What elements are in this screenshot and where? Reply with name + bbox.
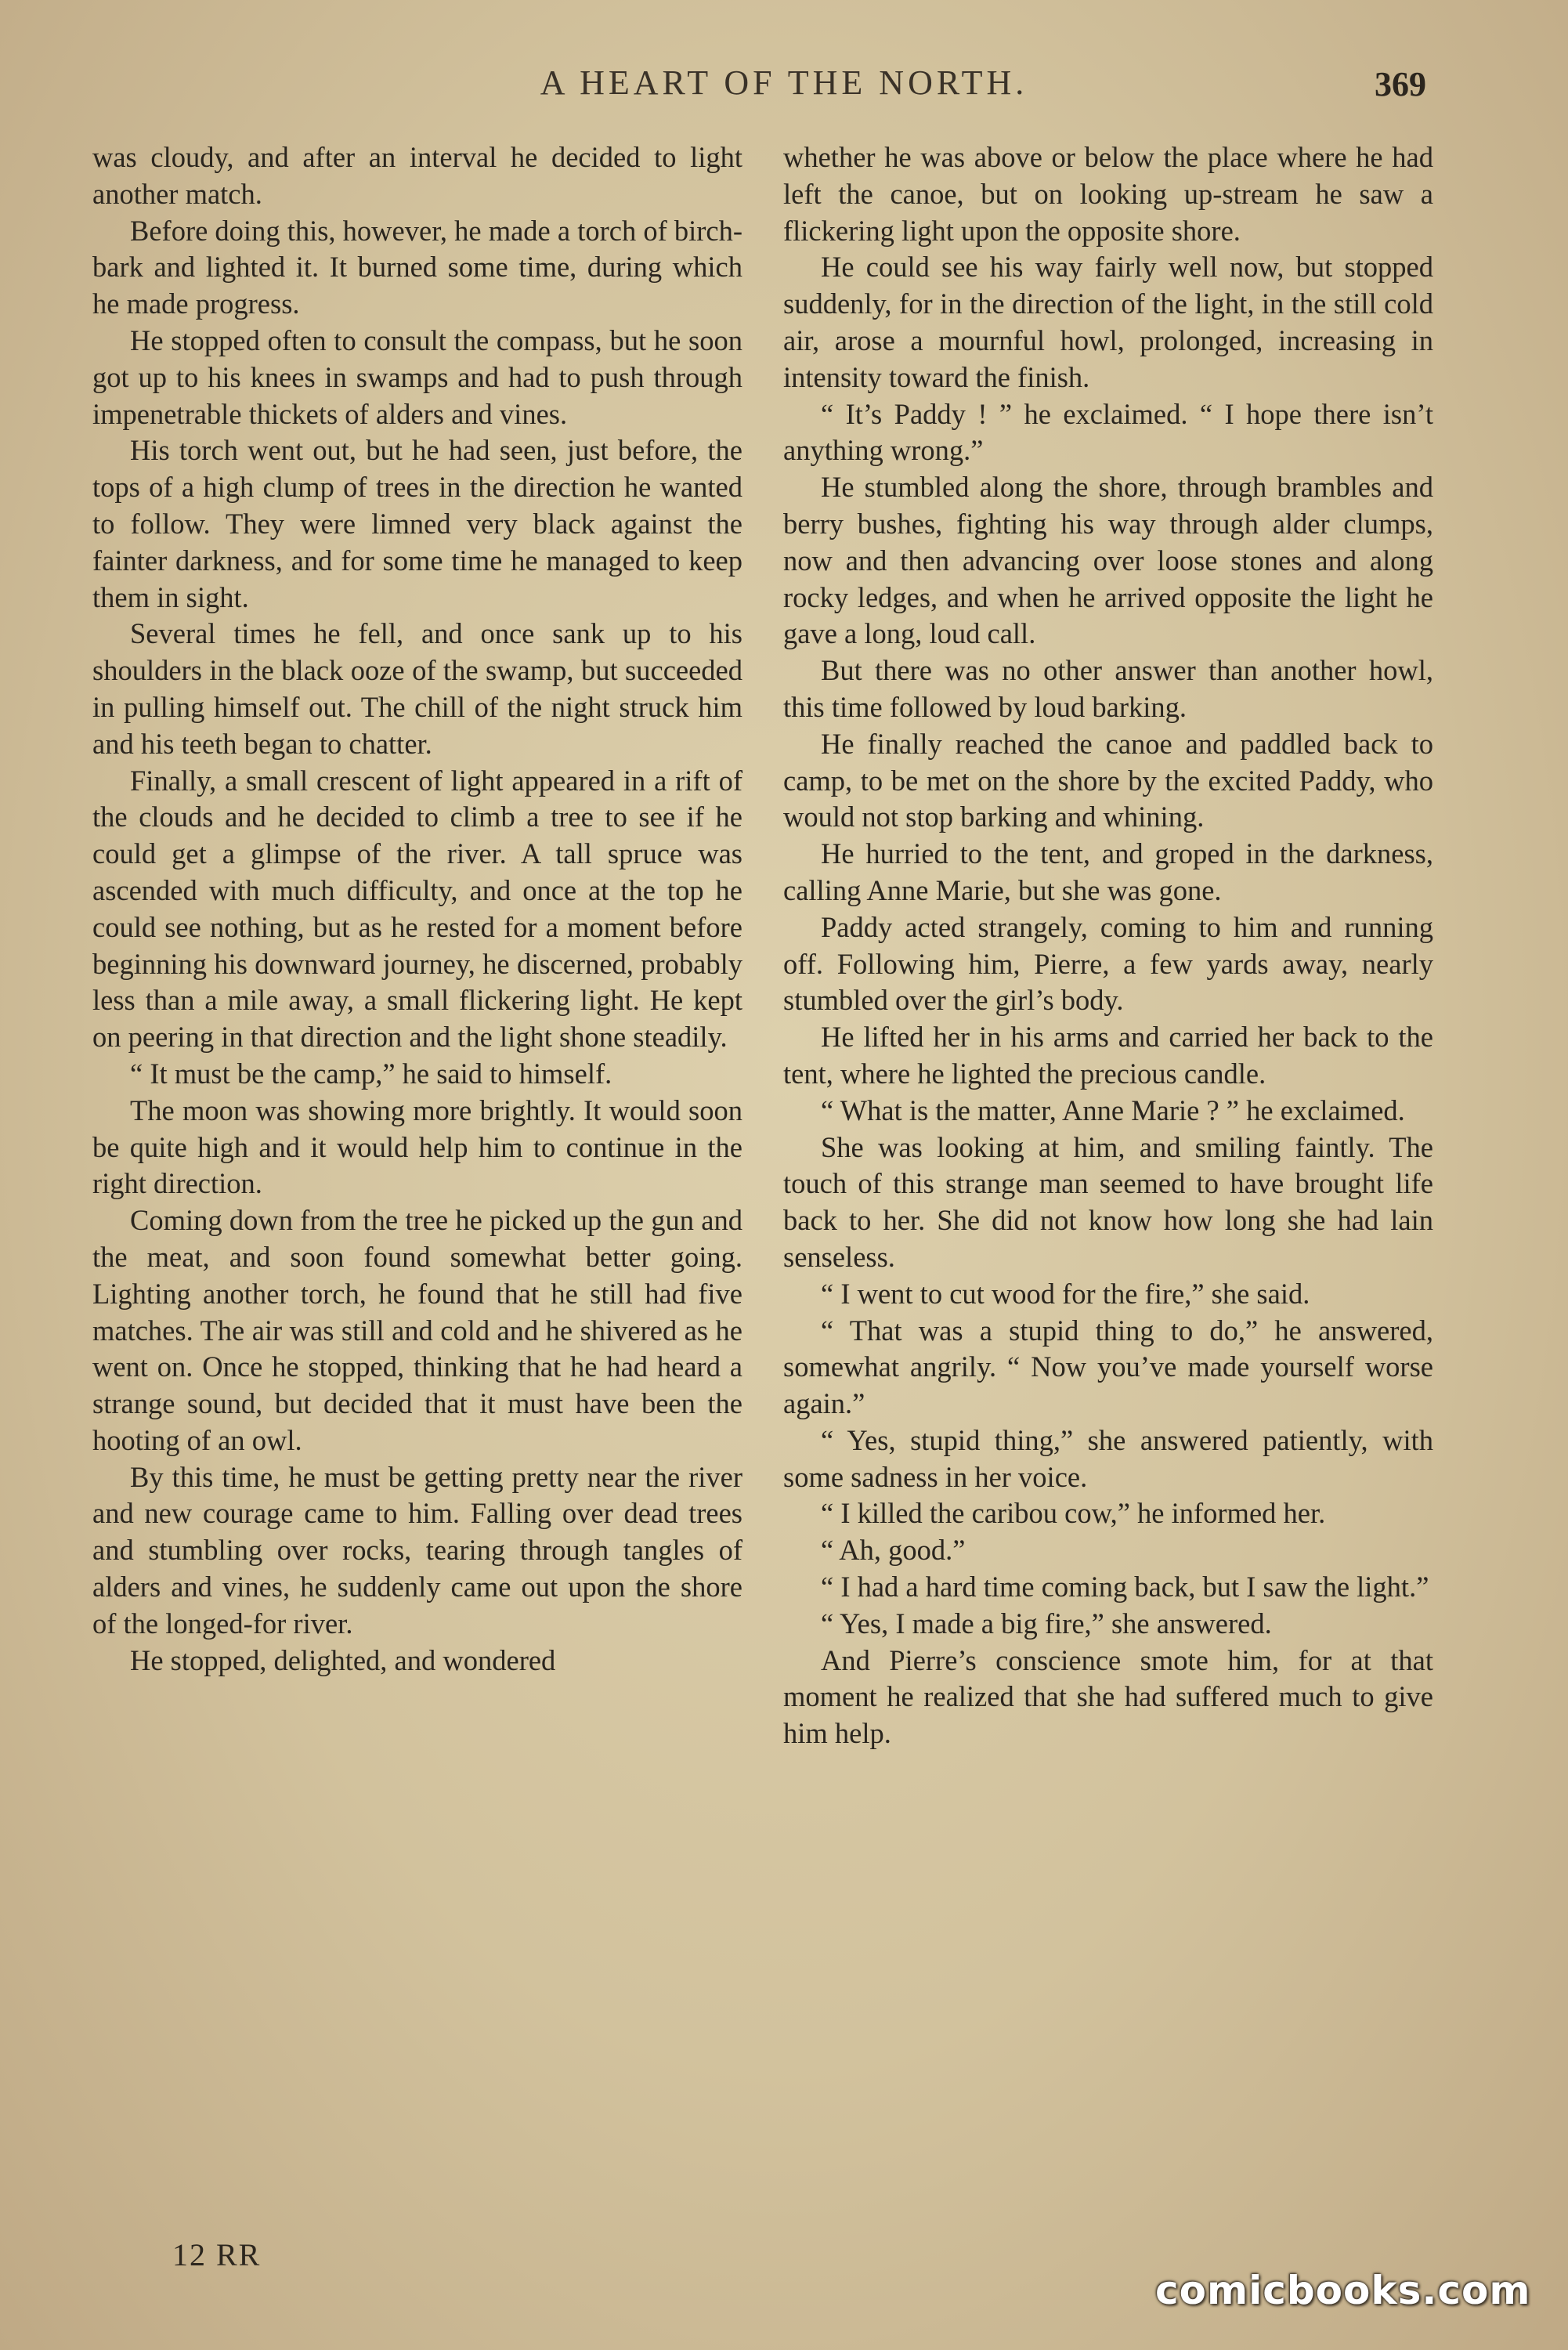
paragraph: “ That was a stupid thing to do,” he answered, somewhat angrily. “ Now you’ve made yourself worse again.”: [783, 1314, 1433, 1420]
paragraph: “ What is the matter, Anne Marie ? ” he exclaimed.: [821, 1094, 1405, 1126]
paragraph: He lifted her in his arms and carried her back to the tent, where he lighted the precious candle.: [783, 1021, 1433, 1090]
paragraph: Several times he fell, and once sank up to his shoulders in the black ooze of the swamp, but succeeded in pulling himself out. The chill of the night struck him and his teeth began to chatter.: [92, 617, 742, 760]
paragraph: He could see his way fairly well now, but stopped suddenly, for in the direction of the light, in the still cold air, arose a mournful howl, prolonged, increasing in intensity toward the finish.: [783, 251, 1433, 393]
paragraph: “ I killed the caribou cow,” he informed her.: [821, 1497, 1326, 1530]
paragraph: By this time, he must be getting pretty near the river and new courage came to him. Falling over dead trees and stumbling over rocks, tearing through tangles of alders and vines, he suddenly came out upon the shore of the longed-for river.: [92, 1460, 742, 1640]
printer-signature-mark: 12 RR: [172, 2237, 262, 2272]
paragraph: He stopped, delighted, and wondered: [130, 1643, 556, 1676]
running-head: A HEART OF THE NORTH.: [540, 63, 1028, 102]
paragraph: was cloudy, and after an interval he decided to light another match.: [92, 141, 742, 210]
paragraph: But there was no other answer than another howl, this time followed by loud barking.: [783, 654, 1433, 723]
paragraph: He stumbled along the shore, through brambles and berry bushes, fighting his way through alder clumps, now and then advancing over loose stones and along rocky ledges, and when he arrived opposite the light he gave a long, loud call.: [783, 471, 1433, 650]
paragraph: And Pierre’s conscience smote him, for at that moment he realized that she had suffered much to give him help.: [783, 1643, 1433, 1750]
paragraph: Finally, a small crescent of light appeared in a rift of the clouds and he decided to climb a tree to see if he could get a glimpse of the river. A tall spruce was ascended with much difficulty, and once at the top he could see nothing, but as he rested for a moment before beginning his downward journey, he discerned, probably less than a mile away, a small flickering light. He kept on peering in that direction and the light shone steadily.: [92, 764, 742, 1054]
paragraph: “ Yes, stupid thing,” she answered patiently, with some sadness in her voice.: [783, 1423, 1433, 1493]
paragraph: He stopped often to consult the compass, but he soon got up to his knees in swamps and had to push through impenetrable thickets of alders and vines.: [92, 324, 742, 430]
paragraph: whether he was above or below the place where he had left the canoe, but on looking up-stream he saw a flickering light upon the opposite shore.: [783, 141, 1433, 247]
paragraph: He finally reached the canoe and paddled back to camp, to be met on the shore by the excited Paddy, who would not stop barking and whining.: [783, 727, 1433, 833]
paragraph: “ Ah, good.”: [821, 1534, 966, 1567]
text-column-left: [92, 139, 742, 1679]
paragraph: “ Yes, I made a big fire,” she answered.: [821, 1607, 1272, 1640]
site-watermark: comicbooks.com: [1155, 2268, 1531, 2313]
paragraph: “ It’s Paddy ! ” he exclaimed. “ I hope there isn’t anything wrong.”: [783, 397, 1433, 467]
paragraph: “ It must be the camp,” he said to himself.: [130, 1057, 612, 1090]
paragraph: Coming down from the tree he picked up the gun and the meat, and soon found somewhat better going. Lighting another torch, he found that he still had five matches. The air was still and cold and he shivered as he went on. Once he stopped, thinking that he had heard a strange sound, but decided that it must have been the hooting of an owl.: [92, 1204, 742, 1456]
paragraph: Before doing this, however, he made a torch of birch-bark and lighted it. It burned some time, during which he made progress.: [92, 214, 743, 320]
paragraph: He hurried to the tent, and groped in the darkness, calling Anne Marie, but she was gone.: [783, 837, 1433, 906]
page-number: 369: [1375, 65, 1426, 103]
text-column-right: [783, 139, 1433, 1752]
paragraph: The moon was showing more brightly. It would soon be quite high and it would help him to continue in the right direction.: [92, 1094, 742, 1200]
paragraph: “ I had a hard time coming back, but I saw the light.”: [821, 1571, 1429, 1603]
paragraph: Paddy acted strangely, coming to him and running off. Following him, Pierre, a few yards away, nearly stumbled over the girl’s body.: [783, 910, 1433, 1017]
paragraph: His torch went out, but he had seen, just before, the tops of a high clump of trees in the direction he wanted to follow. They were limned very black against the fainter darkness, and for some time he managed to keep them in sight.: [92, 434, 742, 613]
paragraph: “ I went to cut wood for the fire,” she said.: [821, 1277, 1310, 1310]
paragraph: She was looking at him, and smiling faintly. The touch of this strange man seemed to have brought life back to her. She did not know how long she had lain senseless.: [783, 1130, 1433, 1273]
